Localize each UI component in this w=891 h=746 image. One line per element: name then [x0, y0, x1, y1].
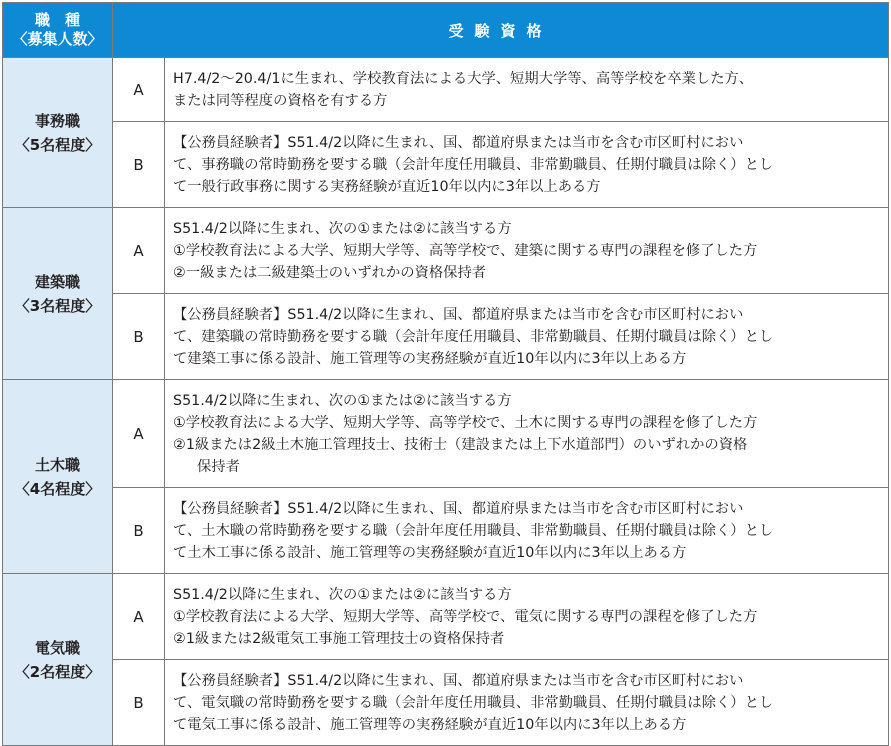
text-line: 【公務員経験者】S51.4/2以降に生まれ、国、都道府県または当市を含む市区町村におい: [173, 134, 744, 151]
text-line: ②1級または2級電気工事施工管理技士の資格保持者: [173, 630, 505, 647]
qualification-text: [165, 58, 889, 122]
table-row: [3, 488, 889, 574]
text-line: て、電気職の常時勤務を要する職（会計年度任用職員、非常勤職員、任期付職員は除く）とし: [173, 694, 774, 711]
text-line: 保持者: [197, 458, 240, 475]
job-name: 土木職: [34, 455, 80, 474]
job-count: 〈3名程度〉: [14, 296, 101, 315]
text-line: て、土木職の常時勤務を要する職（会計年度任用職員、非常勤職員、任期付職員は除く）とし: [173, 522, 774, 539]
job-count: 〈5名程度〉: [14, 135, 101, 154]
text-line: 【公務員経験者】S51.4/2以降に生まれ、国、都道府県または当市を含む市区町村におい: [173, 672, 744, 689]
table-row: [3, 380, 889, 488]
qualification-table: [2, 2, 889, 746]
qualification-text: [165, 208, 889, 294]
job-name: 建築職: [34, 272, 80, 291]
text-line: て一般行政事務に関する実務経験が直近10年以内に3年以上ある方: [173, 178, 601, 195]
type-label: B: [113, 122, 165, 208]
job-name: 事務職: [34, 111, 80, 130]
text-line: ②一級または二級建築士のいずれかの資格保持者: [173, 264, 487, 281]
table-row: [3, 208, 889, 294]
text-line: H7.4/2〜20.4/1に生まれ、学校教育法による大学、短期大学等、高等学校を卒業した方、: [173, 70, 754, 87]
job-column-header: [3, 3, 113, 58]
qualification-text: [165, 380, 889, 488]
type-label: A: [113, 208, 165, 294]
text-line: ①学校教育法による大学、短期大学等、高等学校で、建築に関する専門の課程を修了した方: [173, 242, 758, 259]
type-label: A: [113, 574, 165, 660]
qualification-text: [165, 574, 889, 660]
qualification-text: [165, 122, 889, 208]
text-line: て、建築職の常時勤務を要する職（会計年度任用職員、非常勤職員、任期付職員は除く）とし: [173, 328, 774, 345]
text-line: S51.4/2以降に生まれ、次の①または②に該当する方: [173, 392, 512, 409]
job-cell: [3, 208, 113, 380]
job-cell: [3, 58, 113, 208]
job-cell: [3, 574, 113, 746]
job-count: 〈4名程度〉: [14, 479, 101, 498]
text-line: て電気工事に係る設計、施工管理等の実務経験が直近10年以内に3年以上ある方: [173, 716, 687, 733]
type-label: B: [113, 488, 165, 574]
text-line: ②1級または2級土木施工管理技士、技術士（建設または上下水道部門）のいずれかの資格: [173, 436, 748, 453]
job-column-header-title: 職 種: [34, 11, 80, 29]
type-label: A: [113, 58, 165, 122]
table-row: [3, 58, 889, 122]
text-line: 【公務員経験者】S51.4/2以降に生まれ、国、都道府県または当市を含む市区町村におい: [173, 500, 744, 517]
qualification-text: [165, 294, 889, 380]
qualification-text: [165, 488, 889, 574]
text-line: 【公務員経験者】S51.4/2以降に生まれ、国、都道府県または当市を含む市区町村におい: [173, 306, 744, 323]
table-row: [3, 660, 889, 746]
job-column-header-count: 〈募集人数〉: [12, 30, 103, 48]
table-row: [3, 574, 889, 660]
job-count: 〈2名程度〉: [14, 662, 101, 681]
text-line: て土木工事に係る設計、施工管理等の実務経験が直近10年以内に3年以上ある方: [173, 544, 687, 561]
qualification-column-header: 受験資格: [113, 3, 889, 58]
table-header-row: [3, 3, 889, 58]
text-line: て、事務職の常時勤務を要する職（会計年度任用職員、非常勤職員、任期付職員は除く）とし: [173, 156, 774, 173]
text-line: て建築工事に係る設計、施工管理等の実務経験が直近10年以内に3年以上ある方: [173, 350, 687, 367]
text-line: ①学校教育法による大学、短期大学等、高等学校で、電気に関する専門の課程を修了した方: [173, 608, 758, 625]
type-label: B: [113, 294, 165, 380]
job-cell: [3, 380, 113, 574]
table-row: [3, 122, 889, 208]
type-label: B: [113, 660, 165, 746]
table-row: [3, 294, 889, 380]
text-line: S51.4/2以降に生まれ、次の①または②に該当する方: [173, 586, 512, 603]
text-line: または同等程度の資格を有する方: [173, 92, 388, 109]
type-label: A: [113, 380, 165, 488]
job-name: 電気職: [34, 638, 80, 657]
text-line: S51.4/2以降に生まれ、次の①または②に該当する方: [173, 220, 512, 237]
text-line: ①学校教育法による大学、短期大学等、高等学校で、土木に関する専門の課程を修了した方: [173, 414, 758, 431]
qualification-text: [165, 660, 889, 746]
